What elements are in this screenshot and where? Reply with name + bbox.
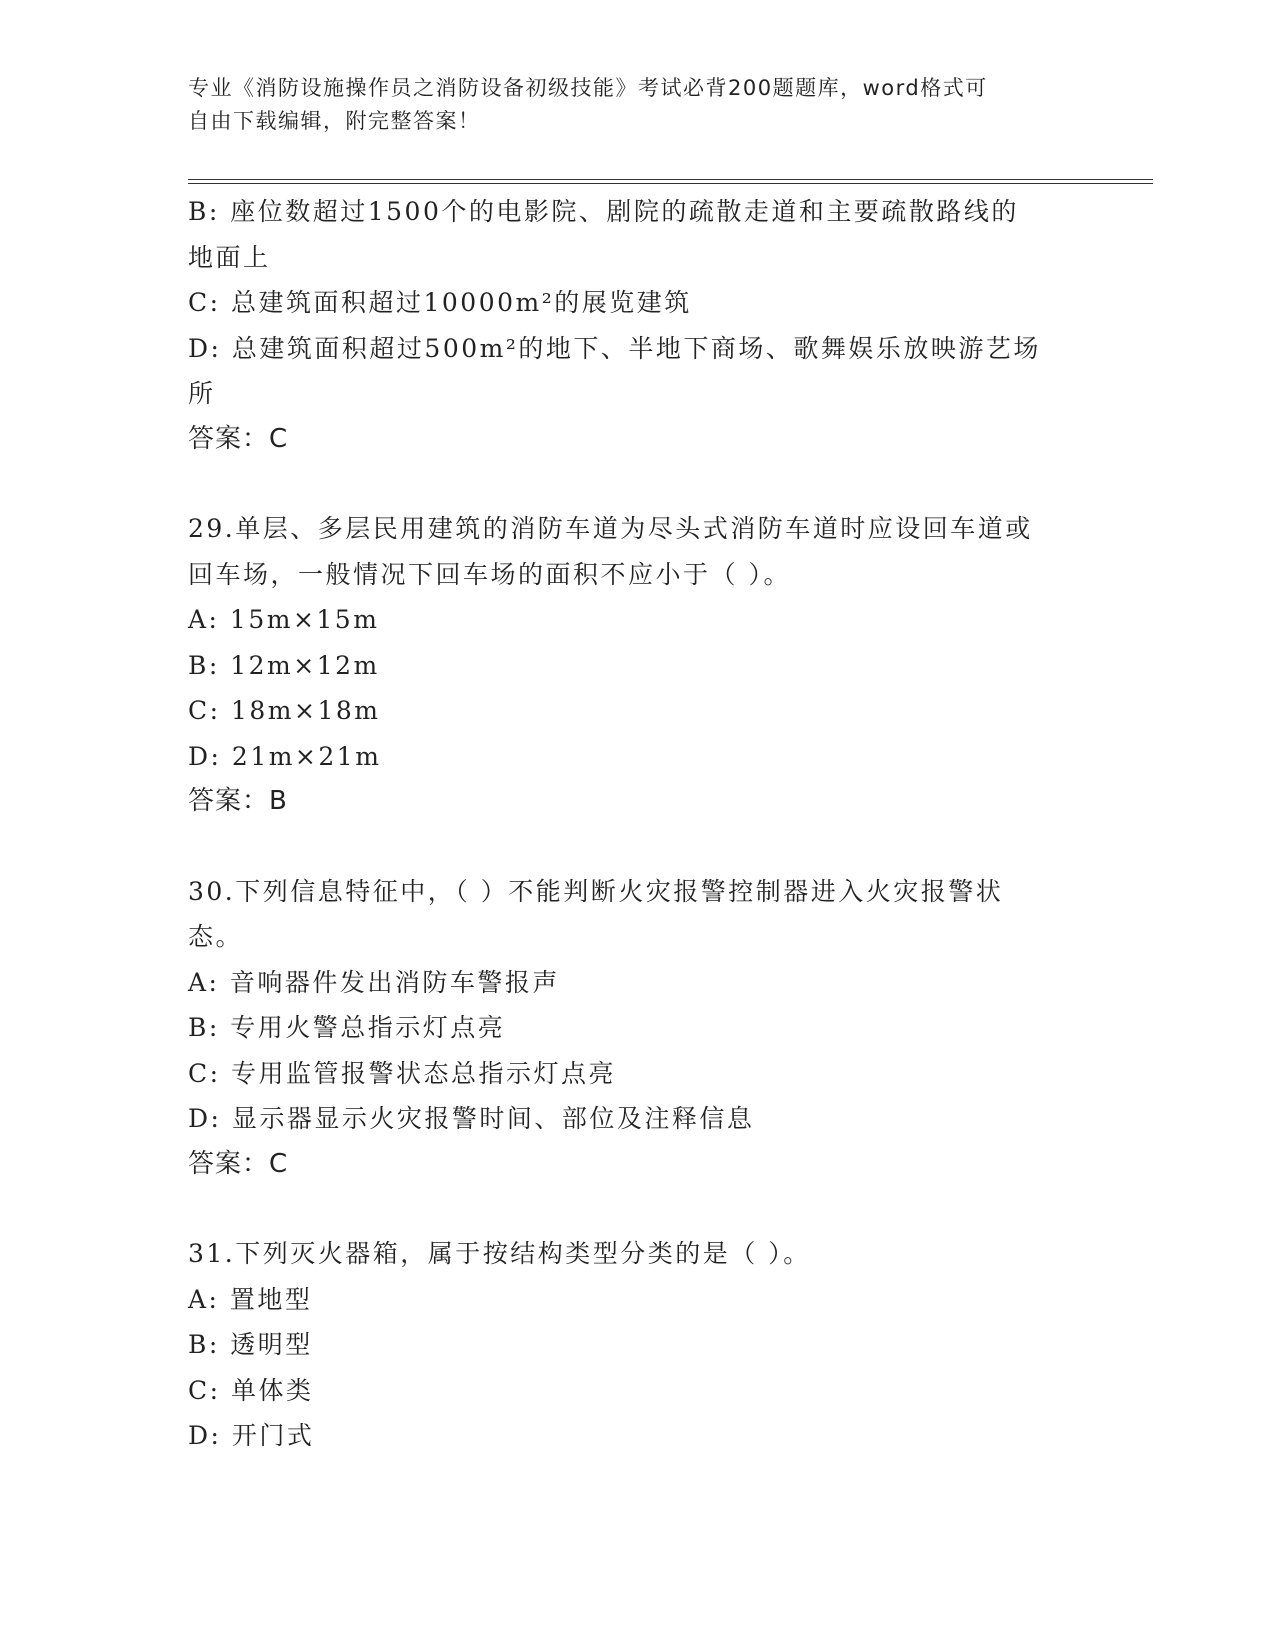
option-b: B: 座位数超过1500个的电影院、剧院的疏散走道和主要疏散路线的 [188, 197, 1019, 226]
option-d: D: 开门式 [188, 1421, 315, 1450]
question-stem: 30.下列信息特征中，（ ）不能判断火灾报警控制器进入火灾报警状 [188, 876, 1004, 906]
option-d: D: 21m×21m [188, 741, 382, 771]
option-b: B: 专用火警总指示灯点亮 [188, 1013, 506, 1042]
question-block-28 [188, 189, 1088, 462]
header-line-1: 专业《消防设施操作员之消防设备初级技能》考试必背200题题库，word格式可 [188, 76, 988, 100]
question-stem-continued: 回车场，一般情况下回车场的面积不应小于（ ）。 [188, 559, 791, 589]
option-c: C: 总建筑面积超过10000m²的展览建筑 [188, 288, 692, 317]
question-stem-continued: 态。 [188, 922, 244, 951]
option-b-continued: 地面上 [188, 242, 271, 272]
option-c: C: 18m×18m [188, 696, 381, 725]
question-block-31 [188, 1231, 1088, 1459]
option-d: D: 总建筑面积超过500m²的地下、半地下商场、歌舞娱乐放映游艺场 [188, 333, 1041, 363]
option-d-continued: 所 [188, 379, 216, 408]
option-a: A: 15m×15m [188, 605, 380, 634]
header-divider [188, 179, 1153, 184]
question-stem: 31.下列灭火器箱，属于按结构类型分类的是（ ）。 [188, 1239, 811, 1268]
answer: 答案：C [188, 1148, 289, 1179]
option-a: A: 音响器件发出消防车警报声 [188, 967, 560, 997]
answer: 答案：C [188, 423, 289, 454]
option-d: D: 显示器显示火灾报警时间、部位及注释信息 [188, 1104, 755, 1133]
option-b: B: 透明型 [188, 1330, 313, 1359]
document-header [188, 72, 1088, 138]
question-block-29 [188, 506, 1088, 825]
header-line-2: 自由下载编辑，附完整答案！ [188, 109, 481, 133]
option-c: C: 专用监管报警状态总指示灯点亮 [188, 1058, 616, 1088]
option-b: B: 12m×12m [188, 650, 380, 680]
option-c: C: 单体类 [188, 1375, 314, 1405]
option-a: A: 置地型 [188, 1284, 313, 1314]
question-stem: 29.单层、多层民用建筑的消防车道为尽头式消防车道时应设回车道或 [188, 514, 1033, 543]
question-block-30 [188, 869, 1088, 1188]
question-content [188, 189, 1088, 1459]
answer: 答案：B [188, 786, 288, 816]
